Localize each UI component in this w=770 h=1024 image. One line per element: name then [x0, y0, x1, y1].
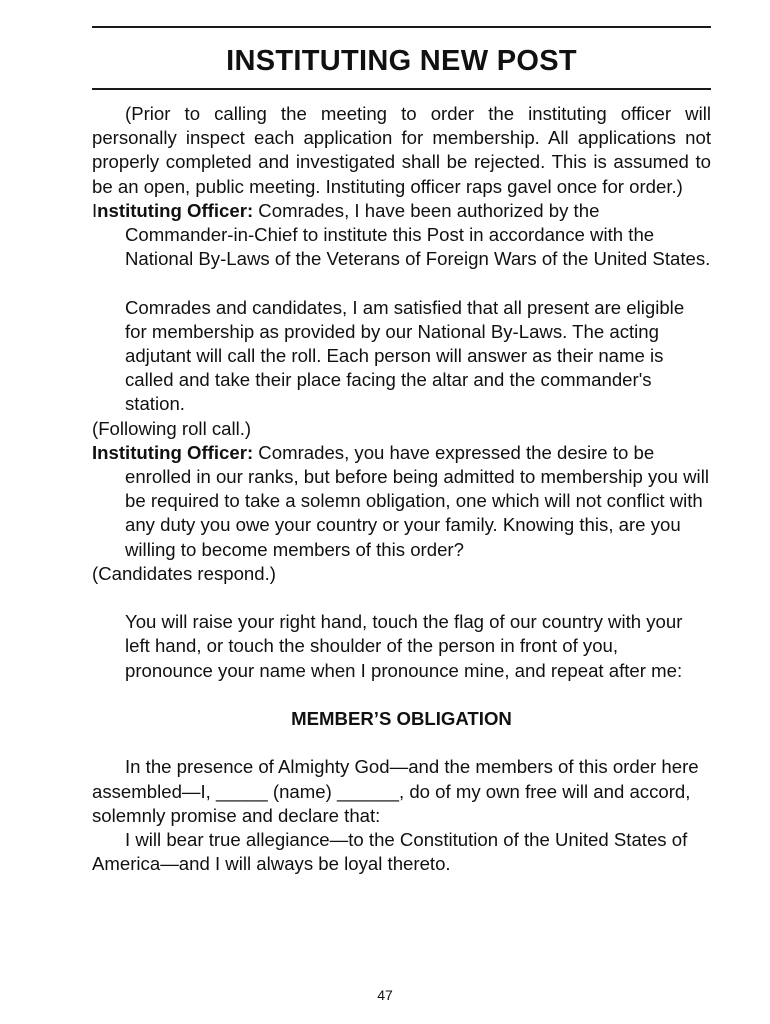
- speaker-label: Instituting Officer:: [92, 441, 254, 463]
- stage-direction-candidates: (Candidates respond.): [92, 562, 276, 584]
- page-title: INSTITUTING NEW POST: [226, 45, 577, 77]
- obligation-paragraph-2: I will bear true allegiance—to the Constitution of the United States of America—and I will always be loyal thereto.: [92, 829, 688, 875]
- paragraph-gap: [92, 731, 711, 755]
- paragraph-gap: [92, 683, 711, 707]
- obligation-paragraph-1: In the presence of Almighty God—and the members of this order here assembled—I, _____ (name) ______, do of my own free will and accord, solemnly promise and declare that:: [92, 756, 699, 826]
- section-heading: MEMBER’S OBLIGATION: [291, 708, 512, 730]
- speech-instituting-officer-2: [92, 441, 711, 562]
- raise-hand-paragraph: You will raise your right hand, touch the flag of our country with your left hand, or touch the shoulder of the person in front of you, pronounce your name when I pronounce mine, and repeat after me:: [125, 611, 683, 681]
- speech-text: Comrades, I have been authorized by the Commander-in-Chief to institute this Post in accordance with the National By-Laws of the Veterans of Foreign Wars of the United States.: [125, 199, 711, 270]
- top-rule: [92, 26, 711, 28]
- speaker-initial: I: [92, 199, 98, 221]
- speech-instituting-officer-1: [92, 199, 711, 272]
- page-number: 47: [377, 987, 393, 1003]
- document-body: [92, 102, 711, 876]
- speaker-label: [92, 200, 253, 221]
- stage-direction-roll-call: (Following roll call.): [92, 417, 252, 439]
- speaker-rest: nstituting Officer:: [97, 199, 254, 221]
- intro-paragraph: (Prior to calling the meeting to order the instituting officer will personally inspect each application for membership. All applications not properly completed and investigated shall be rejected. This is assumed to be an open, public meeting. Instituting officer raps gavel once for order.): [92, 103, 711, 197]
- paragraph-gap: [92, 271, 711, 295]
- paragraph-gap: [92, 586, 711, 610]
- title-underline-rule: [92, 88, 711, 90]
- speech-text: Comrades, you have expressed the desire to be enrolled in our ranks, but before being admitted to membership you will be required to take a solemn obligation, one which will not conflict with any duty you owe your country or your family. Knowing this, are you willing to become members of this order?: [125, 441, 709, 560]
- roll-call-paragraph: Comrades and candidates, I am satisfied that all present are eligible for membership as provided by our National By-Laws. The acting adjutant will call the roll. Each person will answer as their name is called and take their place facing the altar and the commander's station.: [125, 296, 685, 415]
